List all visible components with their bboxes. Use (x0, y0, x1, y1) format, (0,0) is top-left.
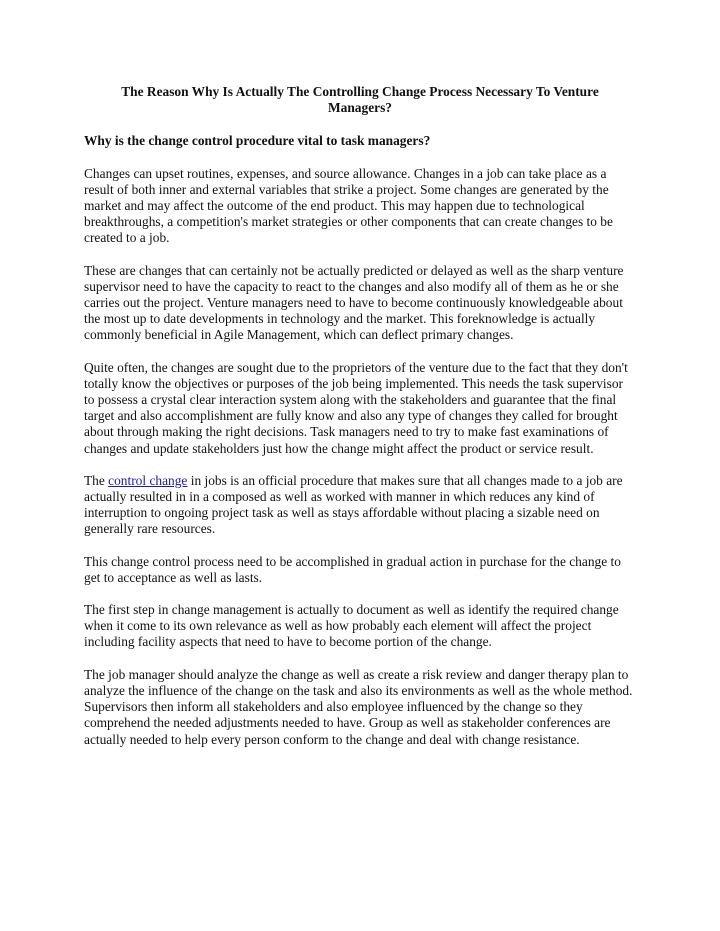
section-heading: Why is the change control procedure vital to task managers? (84, 133, 431, 149)
document-title: The Reason Why Is Actually The Controlling Change Process Necessary To Venture Managers? (121, 84, 599, 116)
paragraph-4-text-after: in jobs is an official procedure that makes sure that all changes made to a job are actually resulted in in a composed as well as worked with manner in which reduces any kind of interruption to ongoing project task as well as stays affordable without placing a sizable need on generally rare resources. (84, 472, 623, 537)
document-page (84, 84, 636, 764)
control-change-link[interactable]: control change (108, 472, 188, 488)
paragraph-1: Changes can upset routines, expenses, and source allowance. Changes in a job can take place as a result of both inner and external variables that strike a project. Some changes are generated by the market and may affect the outcome of the end product. This may happen due to technological breakthroughs, a competition's market strategies or other components that can create changes to be created to a job. (84, 165, 613, 246)
paragraph-6: The first step in change management is actually to document as well as identify the required change when it come to its own relevance as well as how probably each element will affect the project including facility aspects that need to have to become portion of the change. (84, 602, 619, 650)
paragraph-3: Quite often, the changes are sought due to the proprietors of the venture due to the fact that they don't totally know the objectives or purposes of the job being implemented. This needs the task supervisor to possess a crystal clear interaction system along with the stakeholders and guarantee that the final target and also accomplishment are fully know and also any type of changes they called for brought about through making the right decisions. Task managers need to try to make fast examinations of changes and update stakeholders just how the change might affect the product or service result. (84, 359, 628, 456)
paragraph-5: This change control process need to be accomplished in gradual action in purchase for the change to get to acceptance as well as lasts. (84, 553, 621, 585)
paragraph-7: The job manager should analyze the change as well as create a risk review and danger therapy plan to analyze the influence of the change on the task and also its environments as well as the whole method. Supervisors then inform all stakeholders and also employee influenced by the change so they comprehend the needed adjustments needed to have. Group as well as stakeholder conferences are actually needed to help every person conform to the change and deal with change resistance. (84, 666, 633, 747)
paragraph-4 (84, 473, 636, 538)
paragraph-4-text-before: The (84, 472, 109, 488)
paragraph-2: These are changes that can certainly not be actually predicted or delayed as well as the sharp venture supervisor need to have the capacity to react to the changes and also modify all of them as he or she carries out the project. Venture managers need to have to become continuously knowledgeable about the most up to date developments in technology and the market. This foreknowledge is actually commonly beneficial in Agile Management, which can deflect primary changes. (84, 262, 624, 343)
